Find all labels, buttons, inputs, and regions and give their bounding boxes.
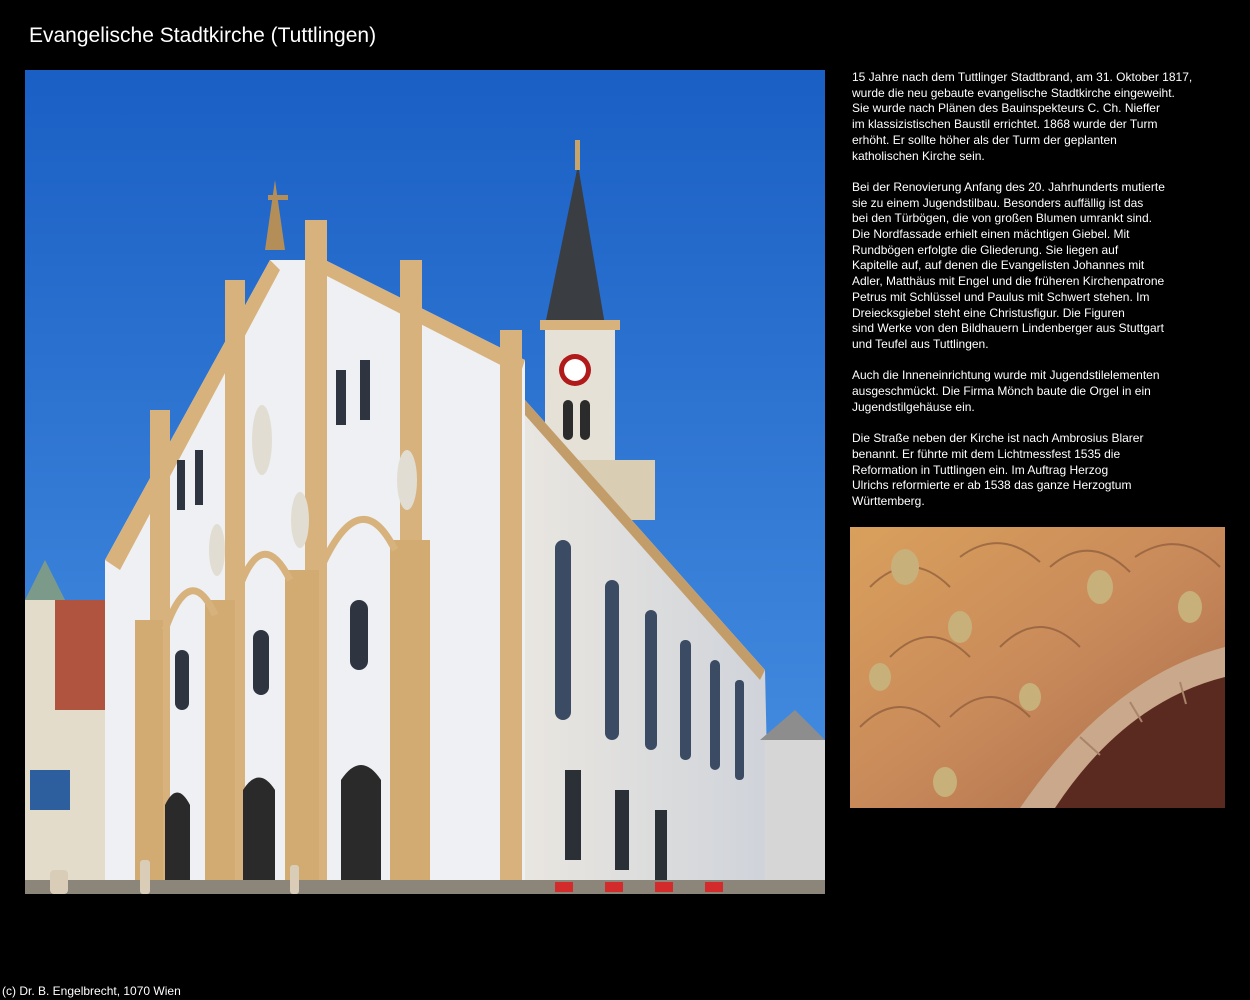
paragraph-3: Auch die Inneneinrichtung wurde mit Jugendstilelementen ausgeschmückt. Die Firma Mönch baute die Orgel in ein Jugendstilgehäuse ein.: [852, 368, 1160, 414]
copyright-text: (c) Dr. B. Engelbrecht, 1070 Wien: [2, 984, 181, 998]
paragraph-2: Bei der Renovierung Anfang des 20. Jahrhunderts mutierte sie zu einem Jugendstilbau. Besonders auffällig ist das bei den Türbögen, die von großen Blumen umrankt sind. Die Nordfassade erhielt einen mächtigen Giebel. Mit Rundbögen erfolgte die Gliederung. Sie liegen auf Kapitelle auf, auf denen die Evangelisten Johannes mit Adler, Matthäus mit Engel und die früheren Kirchenpatrone Petrus mit Schlüssel und Paulus mit Schwert stehen. Im Dreiecksgiebel steht eine Christusfigur. Die Figuren sind Werke von den Bildhauern Lindenberger aus Stuttgart und Teufel aus Tuttlingen.: [852, 179, 1165, 351]
paragraph-4: Die Straße neben der Kirche ist nach Ambrosius Blarer benannt. Er führte mit dem Lichtmessfest 1535 die Reformation in Tuttlingen ein. Im Auftrag Herzog Ulrichs reformierte er ab 1538 das ganze Herzogtum Württemberg.: [852, 431, 1144, 508]
relief-photo: [850, 527, 1225, 808]
church-photo: [25, 70, 825, 894]
paragraph-1: 15 Jahre nach dem Tuttlinger Stadtbrand, am 31. Oktober 1817, wurde die neu gebaute evangelische Stadtkirche eingeweiht. Sie wurde nach Plänen des Bauinspekteurs C. Ch. Nieffer im klassizistischen Baustil errichtet. 1868 wurde der Turm erhöht. Er sollte höher als der Turm der geplanten katholischen Kirche sein.: [852, 70, 1193, 163]
description-text: [852, 70, 1232, 525]
page-title: Evangelische Stadtkirche (Tuttlingen): [29, 24, 377, 47]
